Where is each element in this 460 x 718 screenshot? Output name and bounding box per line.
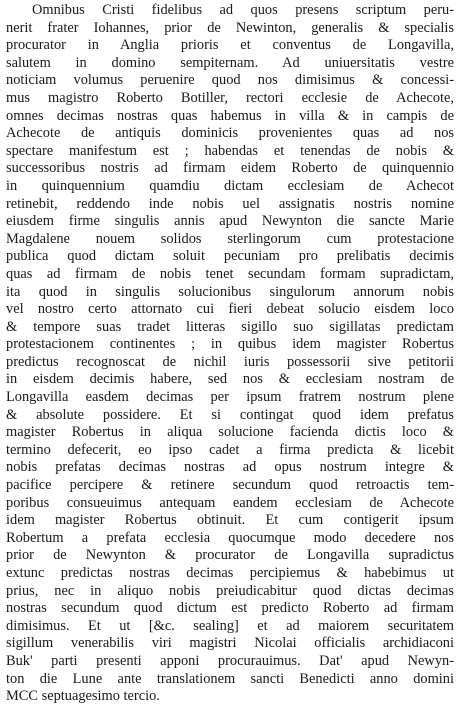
text-line: mus magistro Roberto Botiller, rectori ecclesie de Achecote, [6, 89, 454, 106]
text-line: in eisdem decimis habere, sed nos & ecclesiam nostram de [6, 371, 454, 388]
text-line: publica quod dictam soluit pecuniam pro prelibatis decimis [6, 248, 454, 265]
text-line: noticiam volumus peruenire quod nos dimisimus & concessi- [6, 72, 454, 89]
text-line: magister Robertus in aliqua solucione facienda dictis loco & [6, 424, 454, 441]
text-line: & absolute possidere. Et si contingat quod idem prefatus [6, 406, 454, 423]
text-line: protestacionem continentes ; in quibus idem magister Robertus [6, 336, 454, 353]
text-line: nobis prefatas decimas nostras ad opus nostrum integre & [6, 459, 454, 476]
text-line: pacifice percipere & retinere secundum quod retroactis tem- [6, 477, 454, 494]
charter-paragraph [6, 2, 454, 706]
text-line: dimisimus. Et ut [&c. sealing] et ad maiorem securitatem [6, 617, 454, 634]
text-line: Omnibus Cristi fidelibus ad quos presens scriptum peru- [32, 2, 454, 18]
text-line: sigillum venerabilis viri magistri Nicolai officialis archidiaconi [6, 635, 454, 652]
text-line: poribus consueuimus antequam eandem ecclesiam de Achecote [6, 494, 454, 511]
text-line: Longavilla easdem decimas per ipsum fratrem nostrum plene [6, 389, 454, 406]
text-line: nostras secundum quod dictum est predicto Roberto ad firmam [6, 600, 454, 617]
text-line: nerit frater Iohannes, prior de Newinton, generalis & specialis [6, 19, 454, 36]
text-line: prior de Newynton & procurator de Longavilla supradictus [6, 547, 454, 564]
text-line: idem magister Robertus obtinuit. Et cum contigerit ipsum [6, 512, 454, 529]
text-line: quas ad firmam de nobis tenet secundam formam supradictam, [6, 265, 454, 282]
text-line: Robertum a prefata ecclesia quocumque modo decedere nos [6, 529, 454, 546]
text-line: in quinquennium quamdiu dictam ecclesiam de Achecot [6, 177, 454, 194]
text-line: eiusdem firme singulis annis apud Newynton die sancte Marie [6, 213, 454, 230]
text-line: & tempore suas tradet litteras sigillo suo sigillatas predictam [6, 318, 454, 335]
text-line: Buk' parti presenti apponi procurauimus. Dat' apud Newyn- [6, 652, 454, 669]
text-line: successoribus nostris ad firmam eidem Roberto de quinquennio [6, 160, 454, 177]
text-line: retinebit, reddendo inde nobis uel assignatis nostris nomine [6, 195, 454, 212]
text-line: ton die Lune ante translationem sancti Benedicti anno domini [6, 670, 454, 687]
text-line: spectare manifestum est ; habendas et tenendas de nobis & [6, 142, 454, 159]
text-line: Achecote de antiquis dominicis provenientes quas ad nos [6, 125, 454, 142]
text-line: MCC septuagesimo tercio. [6, 688, 160, 705]
text-line: procurator in Anglia prioris et conventus de Longavilla, [6, 37, 454, 54]
text-line: Magdalene nouem solidos sterlingorum cum protestacione [6, 230, 454, 247]
text-line: termino defecerit, eo ipso cadet a firma predicta & licebit [6, 441, 454, 458]
text-line: vel nostro certo attornato cui fieri debeat solucio eisdem loco [6, 301, 454, 318]
text-line: ita quod in singulis solucionibus singulorum annorum nobis [6, 283, 454, 300]
text-line: salutem in domino sempiternam. Ad uniuersitatis vestre [6, 54, 454, 71]
text-line: predictus recognoscat de nichil iuris possessorii sive petitorii [6, 353, 454, 370]
text-line: prius, nec in aliquo nobis preiudicabitur quod dictas decimas [6, 582, 454, 599]
text-line: omnes decimas nostras quas habemus in villa & in campis de [6, 107, 454, 124]
text-line: extunc predictas nostras decimas percipiemus & habebimus ut [6, 565, 454, 581]
